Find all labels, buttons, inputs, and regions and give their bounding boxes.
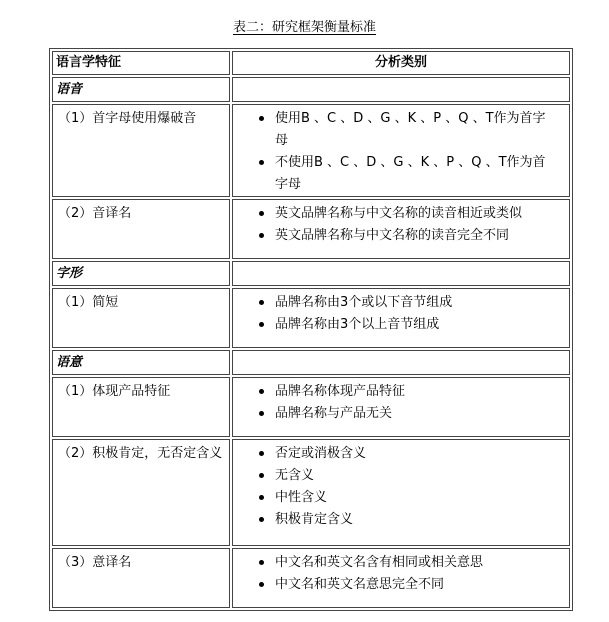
- category-cell: [232, 199, 570, 259]
- category-cell: [232, 104, 570, 197]
- table-row: [52, 104, 570, 197]
- category-list: [233, 549, 569, 596]
- criteria-table: [49, 48, 573, 611]
- list-item: 品牌名称由3个以上音节组成: [233, 314, 569, 336]
- feature-cell: （1）首字母使用爆破音: [52, 104, 230, 197]
- feature-cell: （3）意译名: [52, 548, 230, 608]
- list-item: 品牌名称由3个或以下音节组成: [233, 292, 569, 314]
- list-item: 英文品牌名称与中文名称的读音相近或类似: [233, 203, 569, 225]
- section-name: 语音: [52, 77, 230, 102]
- table-row: [52, 199, 570, 259]
- category-list: [233, 105, 569, 196]
- category-cell: [232, 548, 570, 608]
- section-name: 字形: [52, 261, 230, 286]
- feature-cell: （1）体现产品特征: [52, 377, 230, 437]
- table-header-row: [52, 51, 570, 75]
- section-empty-cell: [232, 261, 570, 286]
- list-item: 中文名和英文名含有相同或相关意思: [233, 552, 569, 574]
- table-row: [52, 377, 570, 437]
- list-item: 英文品牌名称与中文名称的读音完全不同: [233, 225, 569, 247]
- list-item: 不使用B 、C 、D 、G 、K 、P 、Q 、T作为首字母: [233, 152, 569, 196]
- list-item: 无含义: [233, 465, 569, 487]
- category-list: [233, 378, 569, 425]
- section-empty-cell: [232, 77, 570, 102]
- list-item: 积极肯定含义: [233, 509, 569, 531]
- list-item: 中文名和英文名意思完全不同: [233, 574, 569, 596]
- section-name: 语意: [52, 350, 230, 375]
- category-list: [233, 289, 569, 336]
- section-empty-cell: [232, 350, 570, 375]
- feature-cell: （2）音译名: [52, 199, 230, 259]
- list-item: 品牌名称体现产品特征: [233, 381, 569, 403]
- category-cell: [232, 439, 570, 546]
- section-row-phonetics: [52, 77, 570, 102]
- table-row: [52, 439, 570, 546]
- table-caption: [0, 16, 609, 35]
- feature-cell: （2）积极肯定，无否定含义: [52, 439, 230, 546]
- list-item: 否定或消极含义: [233, 443, 569, 465]
- list-item: 使用B 、C 、D 、G 、K 、P 、Q 、T作为首字母: [233, 108, 569, 152]
- list-item: 品牌名称与产品无关: [233, 403, 569, 425]
- feature-cell: （1）简短: [52, 288, 230, 348]
- section-row-glyph: [52, 261, 570, 286]
- category-cell: [232, 377, 570, 437]
- header-category: 分析类别: [232, 51, 570, 75]
- header-feature: 语言学特征: [52, 51, 230, 75]
- list-item: 中性含义: [233, 487, 569, 509]
- section-row-semantics: [52, 350, 570, 375]
- category-list: [233, 200, 569, 247]
- table-caption-text: 表二：研究框架衡量标准: [232, 20, 376, 35]
- table-row: [52, 288, 570, 348]
- category-cell: [232, 288, 570, 348]
- category-list: [233, 440, 569, 531]
- table-row: [52, 548, 570, 608]
